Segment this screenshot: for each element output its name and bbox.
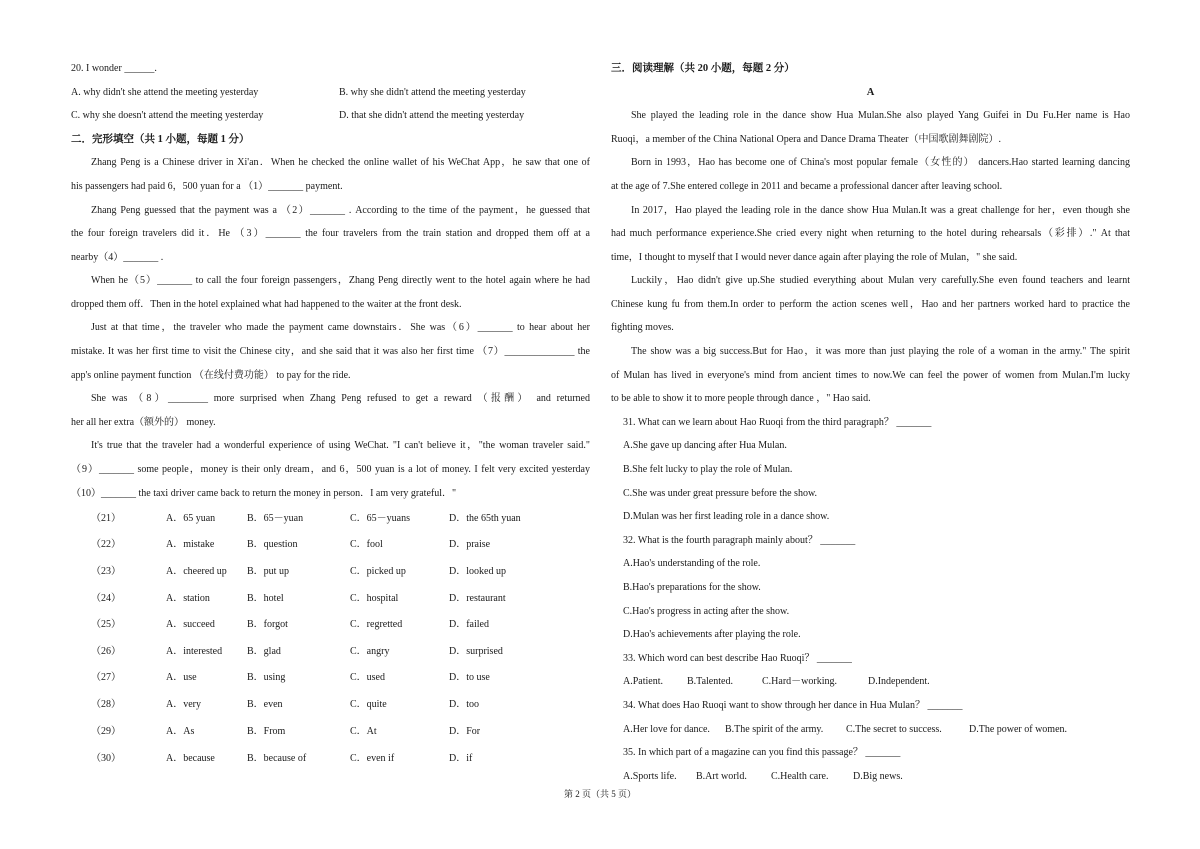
option-b: B．From: [247, 726, 286, 737]
q35-option-d: D.Big news.: [853, 771, 903, 782]
reading-line: at the age of 7.She entered college in 2011 and became a professional dancer after leaving school.: [611, 181, 1003, 192]
q20-option-b: B. why she didn't attend the meeting yesterday: [339, 87, 526, 98]
option-d: D．surprised: [449, 646, 503, 657]
q34-option-b: B.The spirit of the army.: [725, 724, 824, 735]
q32-option-d: D.Hao's achievements after playing the role.: [623, 629, 801, 640]
cloze-line: app's online payment function （在线付费功能） to pay for the ride.: [71, 370, 351, 381]
option-c: C．At: [350, 726, 377, 737]
q20-option-c: C. why she doesn't attend the meeting yesterday: [71, 110, 264, 121]
option-b: B．65－yuan: [247, 513, 304, 524]
option-a: A．cheered up: [166, 566, 227, 577]
option-c: C．hospital: [350, 593, 399, 604]
reading-line: of Mulan has lived in everyone's mind from ancient times to now.We can feel the power of women from Mulan.I'm lucky: [611, 370, 1130, 381]
cloze-line: his passengers had paid 6，500 yuan for a （1）_______ payment.: [71, 181, 343, 192]
passage-label: A: [866, 87, 875, 98]
reading-line: Chinese kung fu from them.In order to perform the action scenes well，Hao and her partners worked hard to practice the: [611, 299, 1130, 310]
option-a: A．interested: [166, 646, 223, 657]
option-b: B．using: [247, 672, 286, 683]
option-b: B．hotel: [247, 593, 284, 604]
reading-line: Luckily，Hao didn't give up.She studied everything about Mulan very carefully.She even found teachers and learnt: [631, 275, 1130, 286]
q33-option-d: D.Independent.: [868, 676, 930, 687]
option-d: D．failed: [449, 619, 489, 630]
q35-stem: 35. In which part of a magazine can you find this passage？ _______: [623, 747, 901, 758]
q31-option-d: D.Mulan was her first leading role in a dance show.: [623, 511, 830, 522]
section2-title: 二．完形填空（共 1 小题，每题 1 分）: [71, 134, 250, 145]
cloze-line: She was （8）________ more surprised when Zhang Peng refused to get a reward （报酬） and returned: [91, 393, 590, 404]
option-d: D．praise: [449, 539, 491, 550]
cloze-line: （10）_______ the taxi driver came back to return the money in person．I am very grateful．": [71, 488, 457, 499]
reading-line: to be able to show it to more people through dance ，" Hao said.: [611, 393, 871, 404]
option-number: （27）: [91, 672, 121, 683]
q31-option-b: B.She felt lucky to play the role of Mulan.: [623, 464, 793, 475]
option-c: C．65－yuans: [350, 513, 410, 524]
q20-stem: 20. I wonder ______.: [71, 63, 157, 74]
option-number: （22）: [91, 539, 121, 550]
option-number: （26）: [91, 646, 121, 657]
cloze-line: Just at that time，the traveler who made the payment came downstairs．She was（6）_______ to hear about her: [91, 322, 590, 333]
option-b: B．put up: [247, 566, 289, 577]
reading-line: She played the leading role in the dance show Hua Mulan.She also played Yang Guifei in Du Fu.Her name is Hao: [631, 110, 1130, 121]
option-c: C．angry: [350, 646, 390, 657]
option-c: C．used: [350, 672, 385, 683]
page-number-footer: 第 2 页（共 5 页）: [563, 789, 636, 799]
section3-title: 三．阅读理解（共 20 小题，每题 2 分）: [611, 63, 795, 74]
reading-line: time，I thought to myself that I would never dance again after playing the role of Mulan，" she said.: [611, 252, 1018, 263]
cloze-line: Zhang Peng is a Chinese driver in Xi'an．When he checked the online wallet of his WeChat App，he saw that one of: [91, 157, 590, 168]
q31-option-a: A.She gave up dancing after Hua Mulan.: [623, 440, 787, 451]
option-b: B．even: [247, 699, 283, 710]
q32-option-a: A.Hao's understanding of the role.: [623, 558, 761, 569]
cloze-line: Zhang Peng guessed that the payment was a （2）_______ . According to the time of the payment，he guessed that: [91, 205, 590, 216]
q33-option-c: C.Hard－working.: [762, 676, 837, 687]
option-b: B．glad: [247, 646, 281, 657]
option-a: A．because: [166, 753, 215, 764]
option-number: （21）: [91, 513, 121, 524]
cloze-line: It's true that the traveler had a wonderful experience of using WeChat. "I can't believe it，"the woman traveler said.": [91, 440, 590, 451]
option-d: D．too: [449, 699, 479, 710]
q35-option-c: C.Health care.: [771, 771, 829, 782]
reading-line: In 2017，Hao played the leading role in the dance show Hua Mulan.It was a great challenge for her，even though she: [631, 205, 1130, 216]
reading-line: had much performance experience.She cried every night when returning to the hotel during rehearsals（彩排）." At that: [611, 228, 1130, 239]
option-c: C．quite: [350, 699, 387, 710]
reading-line: fighting moves.: [611, 322, 674, 333]
q20-option-d: D. that she didn't attend the meeting yesterday: [339, 110, 525, 121]
option-number: （24）: [91, 593, 121, 604]
option-c: C．picked up: [350, 566, 406, 577]
q34-option-d: D.The power of women.: [969, 724, 1068, 735]
option-a: A．mistake: [166, 539, 215, 550]
option-b: B．question: [247, 539, 298, 550]
option-c: C．fool: [350, 539, 383, 550]
q20-option-a: A. why didn't she attend the meeting yesterday: [71, 87, 259, 98]
reading-line: Ruoqi，a member of the China National Opera and Dance Drama Theater（中国歌剧舞剧院）.: [611, 134, 1001, 145]
cloze-line: When he（5）_______ to call the four foreign passengers，Zhang Peng directly went to the hotel again where he had: [91, 275, 590, 286]
q32-stem: 32. What is the fourth paragraph mainly about？ _______: [623, 535, 856, 546]
option-d: D．looked up: [449, 566, 506, 577]
option-number: （25）: [91, 619, 121, 630]
q33-stem: 33. Which word can best describe Hao Ruoqi？ _______: [623, 653, 852, 664]
option-a: A．very: [166, 699, 201, 710]
reading-line: The show was a big success.But for Hao，it was more than just playing the role of a woman in the army." The spirit: [631, 346, 1130, 357]
reading-line: Born in 1993，Hao has become one of China's most popular female（女性的） dancers.Hao started learning dancing: [631, 157, 1130, 168]
q34-stem: 34. What does Hao Ruoqi want to show through her dance in Hua Mulan？ _______: [623, 700, 963, 711]
option-a: A．use: [166, 672, 197, 683]
option-b: B．because of: [247, 753, 307, 764]
cloze-line: nearby（4）_______ .: [71, 252, 164, 263]
option-c: C．even if: [350, 753, 395, 764]
option-d: D．restaurant: [449, 593, 506, 604]
option-d: D．the 65th yuan: [449, 513, 521, 524]
option-a: A．succeed: [166, 619, 215, 630]
q34-option-c: C.The secret to success.: [846, 724, 942, 735]
q35-option-b: B.Art world.: [696, 771, 747, 782]
q32-option-b: B.Hao's preparations for the show.: [623, 582, 761, 593]
q33-option-b: B.Talented.: [687, 676, 733, 687]
cloze-line: （9）_______ some people，money is their only dream，and 6，500 yuan is a lot of money. I felt very excited yesterday: [71, 464, 590, 475]
cloze-line: her all her extra（额外的） money.: [71, 417, 216, 428]
q35-option-a: A.Sports life.: [623, 771, 677, 782]
option-a: A．station: [166, 593, 210, 604]
q31-stem: 31. What can we learn about Hao Ruoqi from the third paragraph？ _______: [623, 417, 932, 428]
q33-option-a: A.Patient.: [623, 676, 663, 687]
option-number: （29）: [91, 726, 121, 737]
option-c: C．regretted: [350, 619, 403, 630]
option-d: D．if: [449, 753, 473, 764]
q32-option-c: C.Hao's progress in acting after the show.: [623, 606, 790, 617]
option-number: （28）: [91, 699, 121, 710]
option-a: A．As: [166, 726, 195, 737]
q31-option-c: C.She was under great pressure before the show.: [623, 488, 818, 499]
option-b: B．forgot: [247, 619, 288, 630]
option-d: D．to use: [449, 672, 490, 683]
q34-option-a: A.Her love for dance.: [623, 724, 710, 735]
option-a: A．65 yuan: [166, 513, 216, 524]
cloze-line: mistake. It was her first time to visit the Chinese city，and she said that it was also her first time （7）______________ the: [71, 346, 590, 357]
cloze-line: dropped them off．Then in the hotel explained what had happened to the waiter at the front desk.: [71, 299, 462, 310]
option-d: D．For: [449, 726, 481, 737]
option-number: （23）: [91, 566, 121, 577]
cloze-line: the four foreign travelers did it．He （3）_______ the four travelers from the train station and dropped them off at a: [71, 228, 590, 239]
option-number: （30）: [91, 753, 121, 764]
